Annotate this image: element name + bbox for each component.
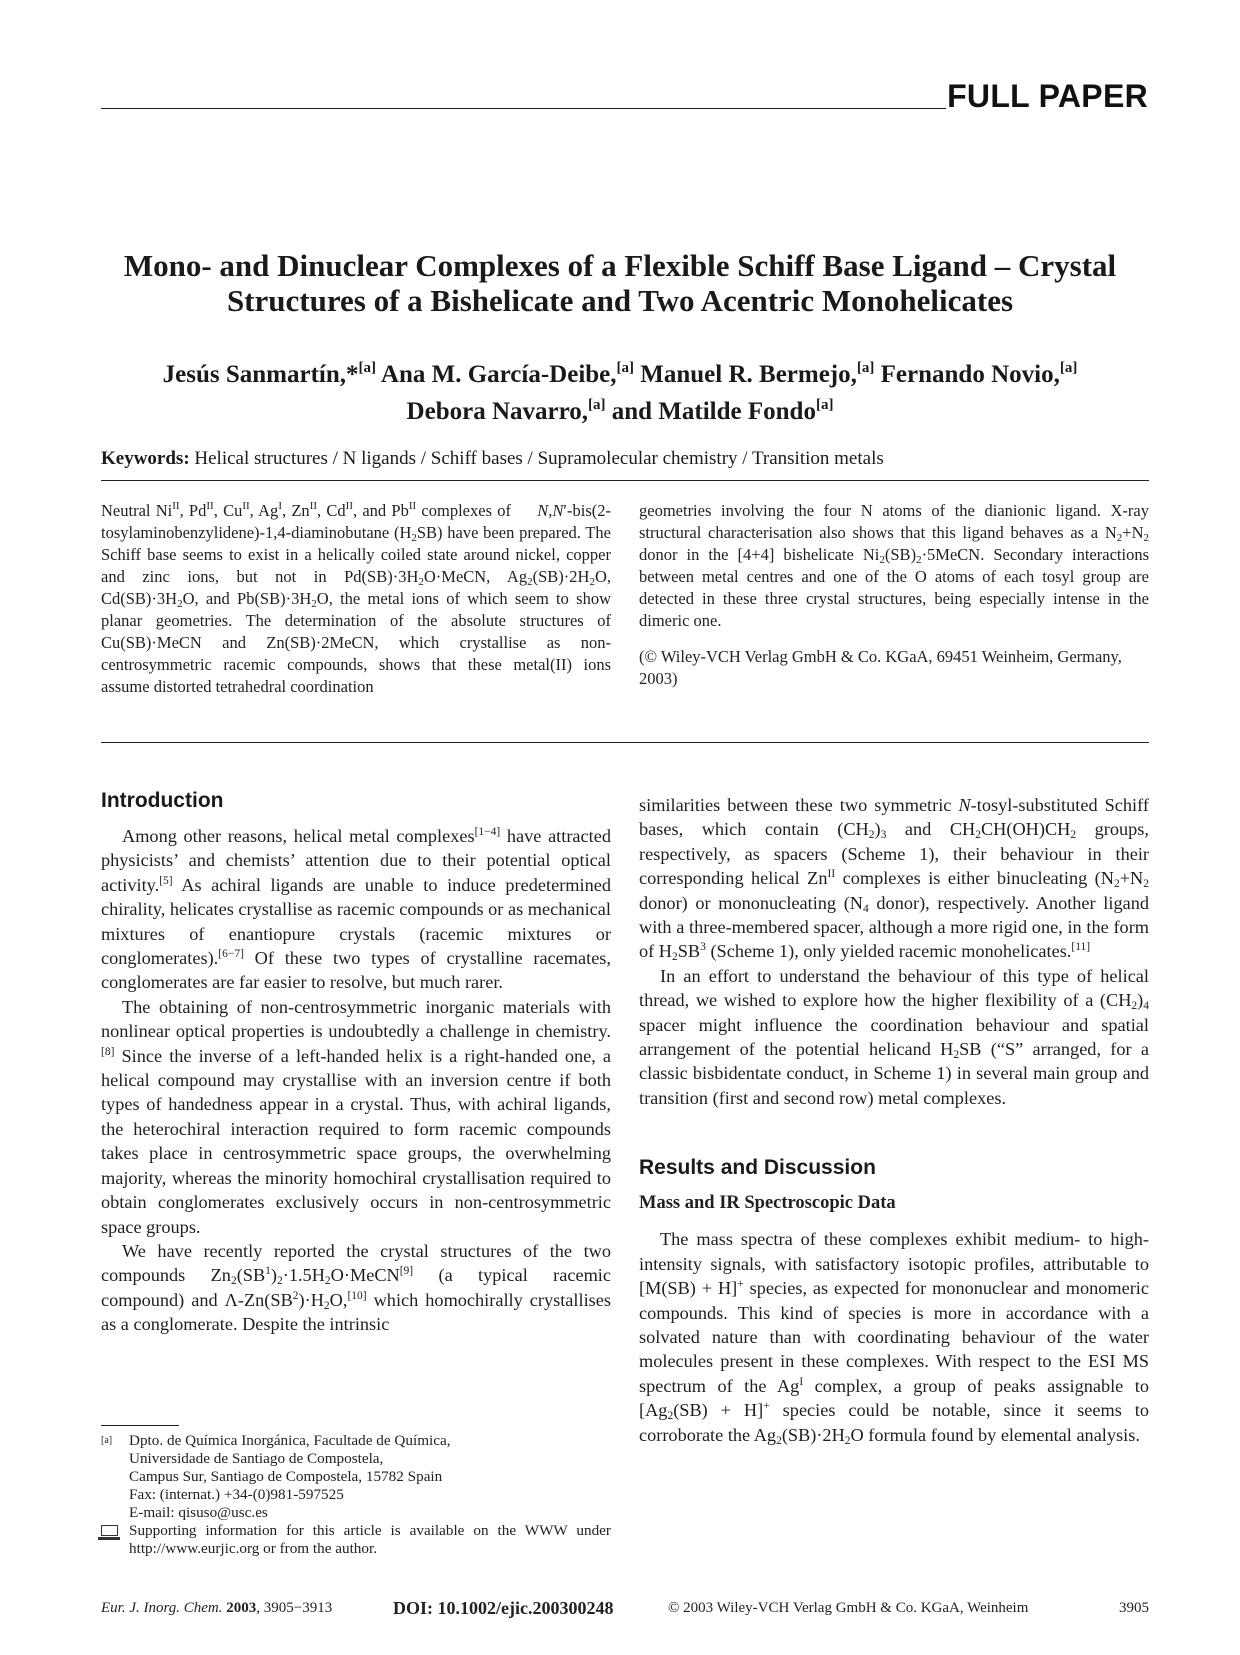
affiliation-line: Campus Sur, Santiago de Compostela, 15782 Spain	[129, 1468, 443, 1485]
author-name: Fernando Novio,	[880, 361, 1060, 388]
keywords-text: Helical structures / N ligands / Schiff bases / Supramolecular chemistry / Transition metals	[194, 448, 884, 469]
author-name: and Matilde Fondo	[611, 398, 816, 425]
affiliation-line: Universidade de Santiago de Compostela,	[129, 1450, 384, 1467]
page-number: 3905	[1119, 1600, 1149, 1616]
abstract-copyright: (© Wiley-VCH Verlag GmbH & Co. KGaA, 69451 Weinheim, Germany, 2003)	[639, 647, 1122, 688]
author-list	[80, 353, 1160, 427]
article-title	[80, 248, 1160, 318]
author-affiliation: [a]	[358, 360, 377, 376]
header-rule	[101, 108, 946, 109]
keywords	[101, 448, 884, 470]
author-name: Ana M. García-Deibe,	[380, 361, 617, 388]
abstract-rule	[101, 742, 1149, 743]
affiliation-line: Dpto. de Química Inorgánica, Facultade de Química,	[129, 1432, 451, 1449]
body-paragraph: similarities between these two symmetric N-tosyl-substituted Schiff bases, which contain $(CH_2)_3$ and $CH_2CH(OH)CH_2$ groups, respectively, as spacers (Scheme 1), their behaviour in their corresponding helical $Zn^{II}$ complexes is either binucleating ($N_2+N_2$ donor) or mononucleating ($N_4$ donor), respectively. Another ligand with a three-membered spacer, although a more rigid one, in the form of $H_2SB^3$ (Scheme 1), only yielded racemic monohelicates.[11]	[639, 795, 1149, 964]
author-affiliation: [a]	[856, 360, 875, 376]
footnote	[101, 1432, 611, 1558]
body-column-left	[101, 788, 611, 1337]
journal-year: 2003	[226, 1600, 257, 1616]
body-paragraph: In an effort to understand the behaviour of this type of helical thread, we wished to explore how the higher flexibility of a $(CH_2)_4$ spacer might influence the coordination behaviour and spatial arrangement of the potential helicand $H_2SB$ (“S” arranged, for a classic bisbidentate conduct, in Scheme 1) in several main group and transition (first and second row) metal complexes.	[639, 965, 1149, 1108]
footnote-mark: [a]	[101, 1435, 113, 1446]
author-name: Manuel R. Bermejo,	[640, 361, 857, 388]
title-line-2: Structures of a Bishelicate and Two Acentric Monohelicates	[226, 283, 1014, 318]
body-paragraph: The mass spectra of these complexes exhibit medium- to high-intensity signals, with satisfactory isotopic profiles, attributable to [M(SB) + H]+ species, as expected for mononuclear and monomeric compounds. This kind of species is more in accordance with a solvated nature than with coordinating behaviour of the water molecules present in these complexes. With respect to the ESI MS spectrum of the $Ag^I$ complex, a group of peaks assignable to $[Ag_2(SB) + H]^+$ species could be notable, since it seems to corroborate the $Ag_2(SB)\cdot 2H_2O$ formula found by elemental analysis.	[639, 1229, 1150, 1447]
section-label: FULL PAPER	[947, 78, 1148, 114]
affiliation-address	[129, 1432, 611, 1522]
abstract-paragraph: geometries involving the four N atoms of the dianionic ligand. X-ray structural characterisation also shows that this ligand behaves as a $N_2+N_2$ donor in the [4+4] bishelicate $Ni_2(SB)_2\cdot 5MeCN$. Secondary interactions between metal centres and one of the O atoms of each tosyl group are detected in these three crystal structures, being especially intense in the dimeric one.	[639, 501, 1149, 630]
footnote-rule	[101, 1425, 179, 1426]
keywords-rule	[101, 480, 1149, 481]
footer-copyright: © 2003 Wiley-VCH Verlag GmbH & Co. KGaA, Weinheim	[668, 1600, 1029, 1616]
section-heading-results: Results and Discussion	[639, 1156, 876, 1180]
body-paragraph: Among other reasons, helical metal complexes[1−4] have attracted physicists’ and chemists’ attention due to their potential optical activity.[5] As achiral ligands are unable to induce predetermined chirality, helicates crystallise as racemic compounds or as mechanical mixtures of enantiopure crystals (racemic mixtures or conglomerates).[6−7] Of these two types of crystalline racemates, conglomerates are far easier to resolve, but much rarer.	[101, 826, 611, 993]
author-affiliation: [a]	[1059, 360, 1078, 376]
supporting-info: Supporting information for this article is available on the WWW under http://www.eurjic.org or from the author.	[129, 1522, 611, 1557]
title-line-1: Mono- and Dinuclear Complexes of a Flexible Schiff Base Ligand – Crystal	[123, 248, 1117, 283]
body-column-right	[639, 793, 1149, 1447]
author-name: Debora Navarro,	[406, 398, 588, 425]
journal-name: Eur. J. Inorg. Chem.	[101, 1600, 223, 1616]
doi-link[interactable]: DOI: 10.1002/ejic.200300248	[393, 1598, 614, 1618]
author-affiliation: [a]	[616, 360, 635, 376]
abstract-paragraph: Neutral $Ni^{II}$, $Pd^{II}$, $Cu^{II}$, $Ag^I$, $Zn^{II}$, $Cd^{II}$, and $Pb^{II}$ complexes of N,N′-bis(2-tosylaminobenzylidene)-1,4-diaminobutane $(H_2SB)$ have been prepared. The Schiff base seems to exist in a helically coiled state around nickel, copper and zinc ions, but not in $Pd(SB)\cdot 3H_2O\cdot MeCN$, $Ag_2(SB)\cdot 2H_2O$, $Cd(SB)\cdot 3H_2O$, and $Pb(SB)\cdot 3H_2O$, the metal ions of which seem to show planar geometries. The determination of the absolute structures of Cu(SB)·MeCN and Zn(SB)·2MeCN, which crystallise as non-centrosymmetric racemic compounds, shows that these metal(II) ions assume distorted tetrahedral coordination	[101, 500, 612, 696]
subsection-heading-mass-ir: Mass and IR Spectroscopic Data	[639, 1193, 896, 1214]
body-paragraph: The obtaining of non-centrosymmetric inorganic materials with nonlinear optical properties is undoubtedly a challenge in chemistry.[8] Since the inverse of a left-handed helix is a right-handed one, a helical compound may crystallise with an inversion centre if both types of handedness appear in a crystal. Thus, with achiral ligands, the heterochiral interaction required to form racemic compounds takes place in centrosymmetric space groups, the overwhelming majority, whereas the minority homochiral crystallisation required to obtain conglomerates exclusively occurs in non-centrosymmetric space groups.	[101, 996, 611, 1237]
section-heading-introduction: Introduction	[101, 789, 224, 812]
author-affiliation: [a]	[815, 397, 834, 413]
body-paragraph: We have recently reported the crystal structures of the two compounds $Zn_2(SB^1)_2\cdot 1.5H_2O\cdot MeCN[9]$ (a typical racemic compound) and $\Lambda-Zn(SB^2)\cdot H_2O,[10]$ which homochirally crystallises as a conglomerate. Despite the intrinsic	[101, 1240, 611, 1335]
abstract-right	[639, 500, 1149, 690]
affiliation-line: Fax: (internat.) +34-(0)981-597525	[129, 1486, 344, 1503]
author-affiliation: [a]	[588, 397, 606, 413]
keywords-label: Keywords:	[101, 448, 190, 469]
journal-pages: , 3905−3913	[256, 1600, 333, 1616]
computer-icon	[101, 1522, 129, 1558]
abstract-left	[101, 500, 611, 698]
affiliation-email: E-mail: qisuso@usc.es	[129, 1504, 268, 1521]
author-name: Jesús Sanmartín,*	[162, 361, 359, 388]
journal-citation	[101, 1600, 332, 1617]
